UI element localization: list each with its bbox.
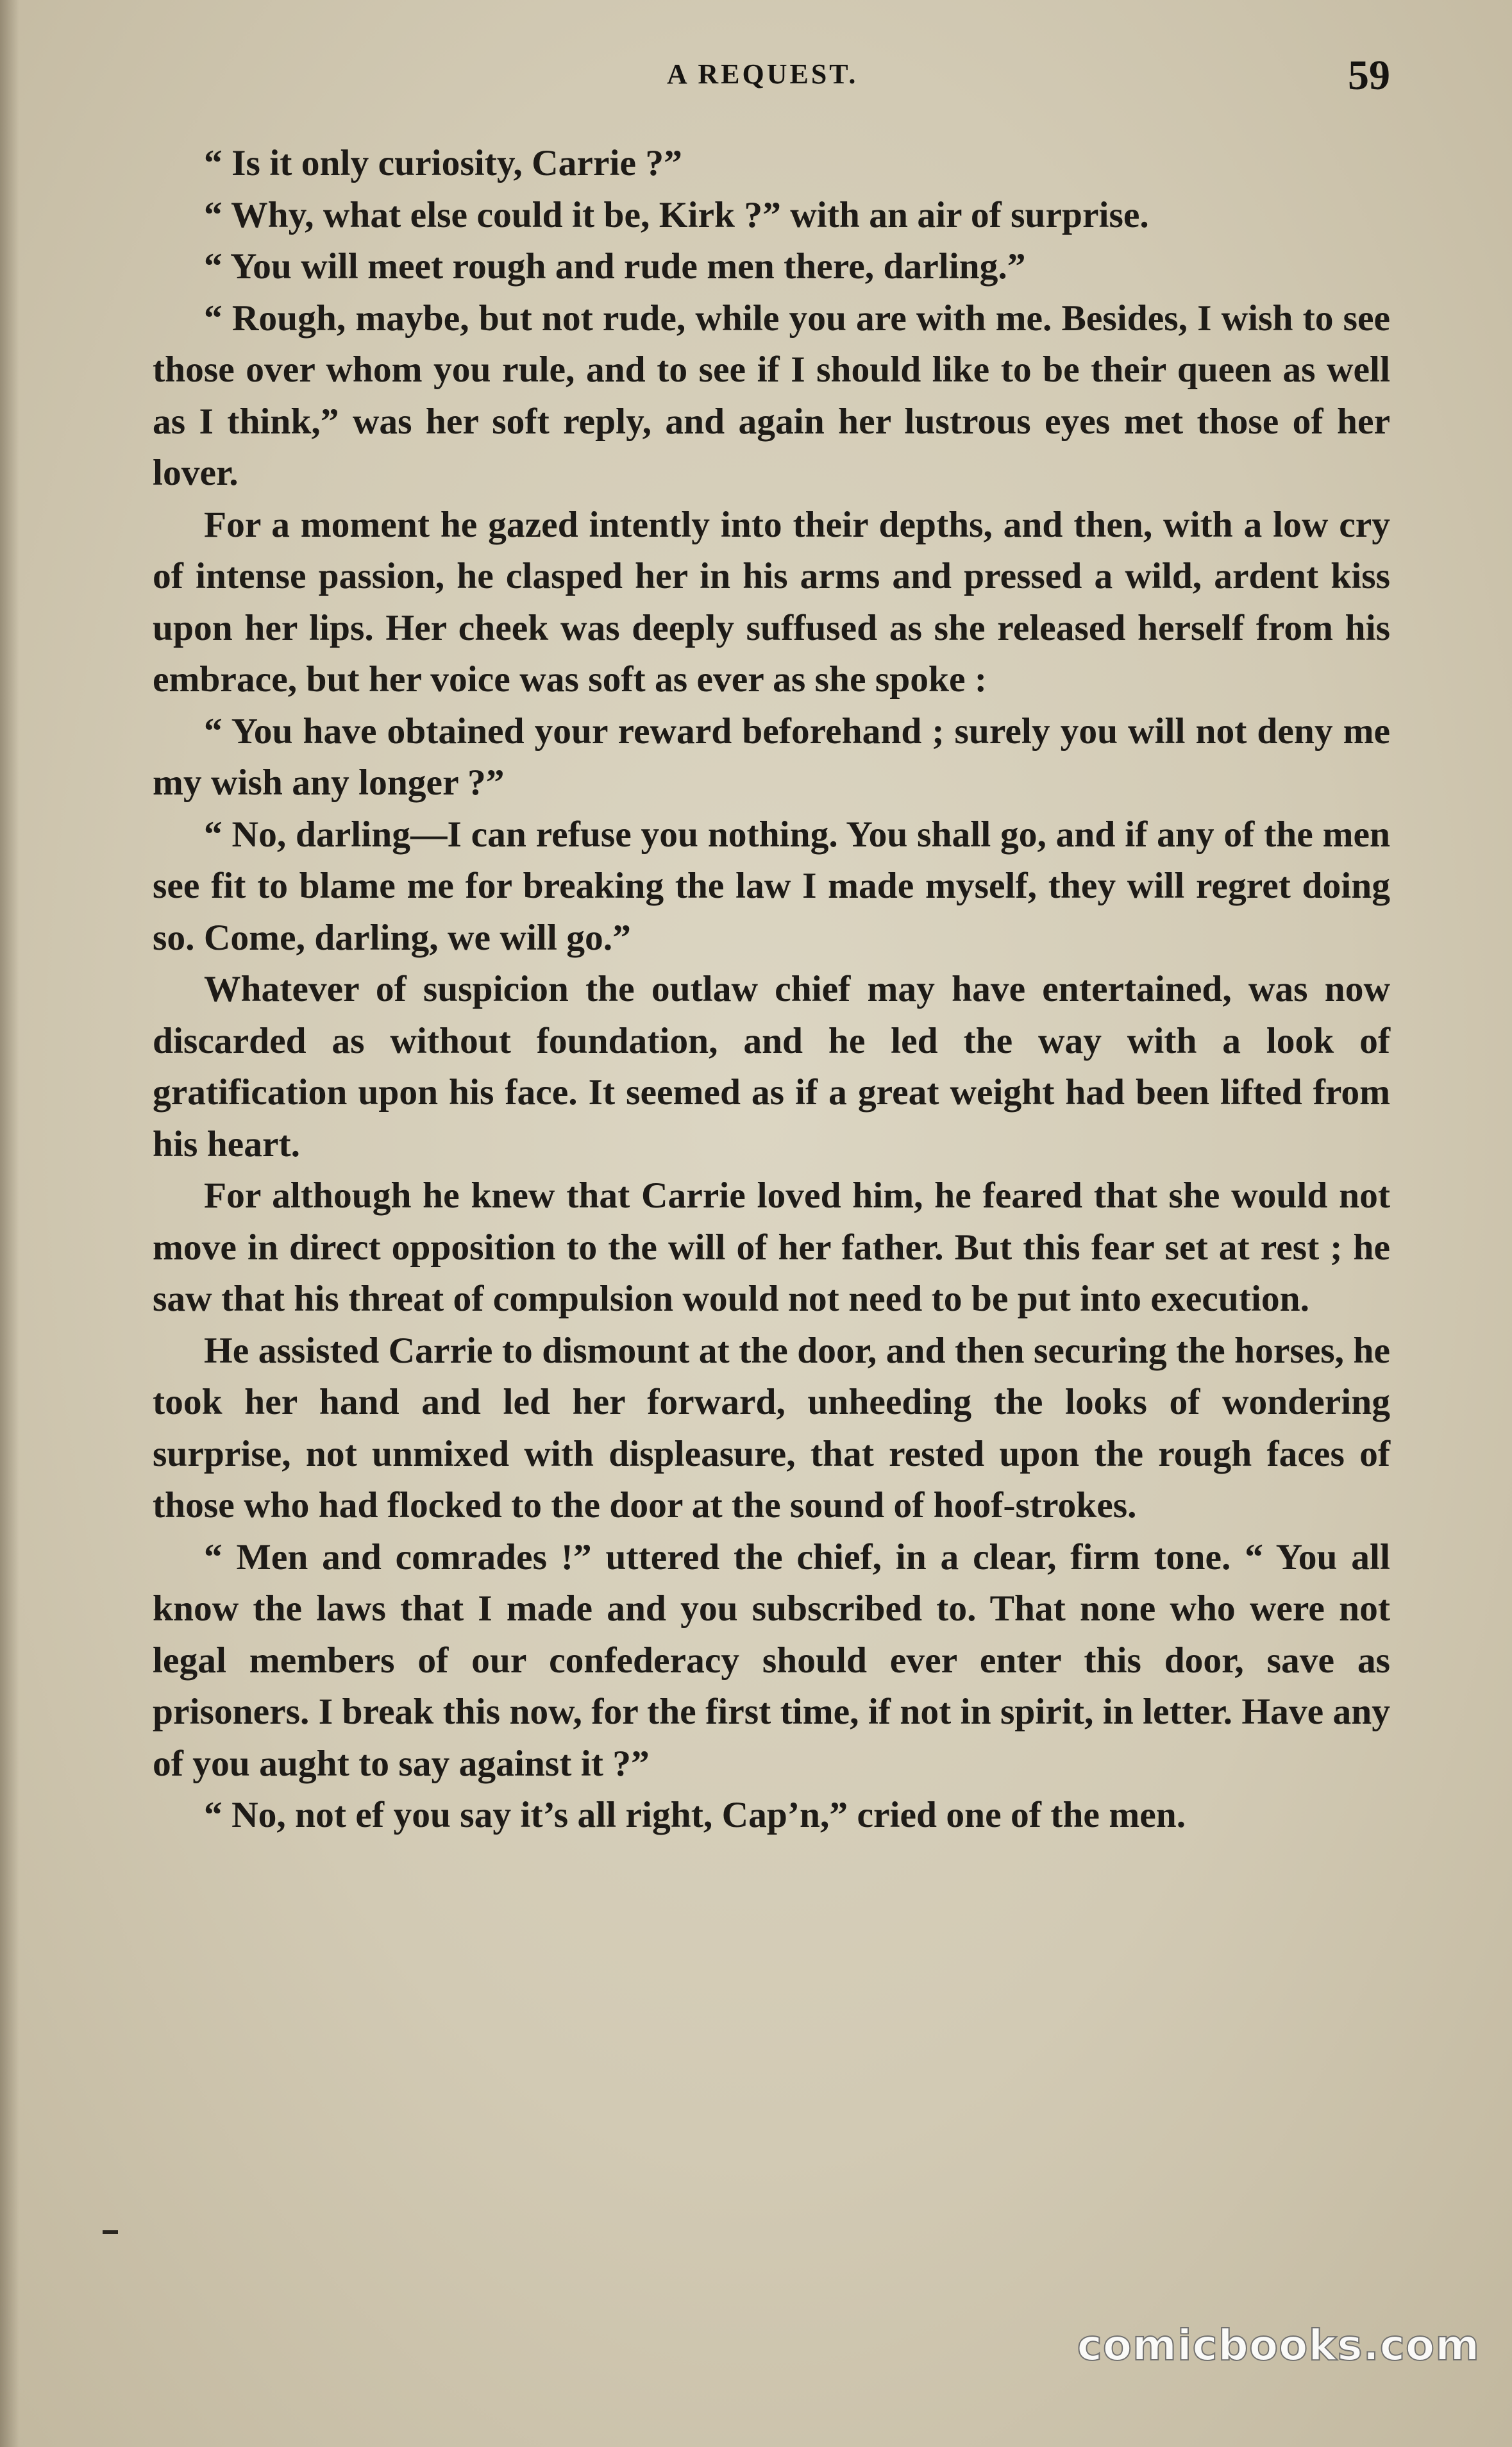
page-header (0, 51, 1512, 103)
body-text (153, 138, 1390, 2267)
page-number: 59 (1348, 52, 1390, 99)
paragraph: “ No, darling—I can refuse you nothing. You shall go, and if any of the men see fit to blame me for breaking the law I made myself, they will regret doing so. Come, darling, we will go.” (153, 814, 1390, 958)
paragraph: Whatever of suspicion the outlaw chief may have entertained, was now discarded as without foundation, and he led the way with a look of gratification upon his face. It seemed as if a great weight had been lifted from his heart. (153, 969, 1390, 1165)
paragraph: “ You have obtained your reward beforehand ; surely you will not deny me my wish any longer ?” (153, 711, 1390, 803)
watermark: comicbooks.com (1077, 2321, 1480, 2370)
paragraph: “ Why, what else could it be, Kirk ?” with an air of surprise. (204, 194, 1149, 235)
paragraph: “ Rough, maybe, but not rude, while you are with me. Besides, I wish to see those over whom you rule, and to see if I should like to be their queen as well as I think,” was her soft reply, and again her lustrous eyes met those of her lover. (153, 298, 1390, 493)
book-gutter-shadow (0, 0, 19, 2447)
paragraph: He assisted Carrie to dismount at the door, and then securing the horses, he took her hand and led her forward, unheeding the looks of wondering surprise, not unmixed with displeasure, that rested upon the rough faces of those who had flocked to the door at the sound of hoof-strokes. (153, 1330, 1390, 1526)
paragraph: For a moment he gazed intently into their depths, and then, with a low cry of intense passion, he clasped her in his arms and pressed a wild, ardent kiss upon her lips. Her cheek was deeply suffused as she released herself from his embrace, but her voice was soft as ever as she spoke : (153, 504, 1390, 700)
paragraph: “ No, not ef you say it’s all right, Cap’n,” cried one of the men. (204, 1795, 1186, 1835)
paragraph: “ Is it only curiosity, Carrie ?” (204, 143, 682, 183)
paragraph: For although he knew that Carrie loved him, he feared that she would not move in direct opposition to the will of her father. But this fear set at rest ; he saw that his threat of compulsion would not need to be put into execution. (153, 1175, 1390, 1319)
margin-mark (103, 2230, 118, 2234)
running-head: A REQUEST. (667, 58, 859, 90)
paragraph: “ Men and comrades !” uttered the chief, in a clear, firm tone. “ You all know the laws that I made and you subscribed to. That none who were not legal members of our confederacy should ever enter this door, save as prisoners. I break this now, for the first time, if not in spirit, in letter. Have any of you aught to say against it ?” (153, 1536, 1390, 1784)
paragraph: “ You will meet rough and rude men there, darling.” (204, 246, 1026, 287)
